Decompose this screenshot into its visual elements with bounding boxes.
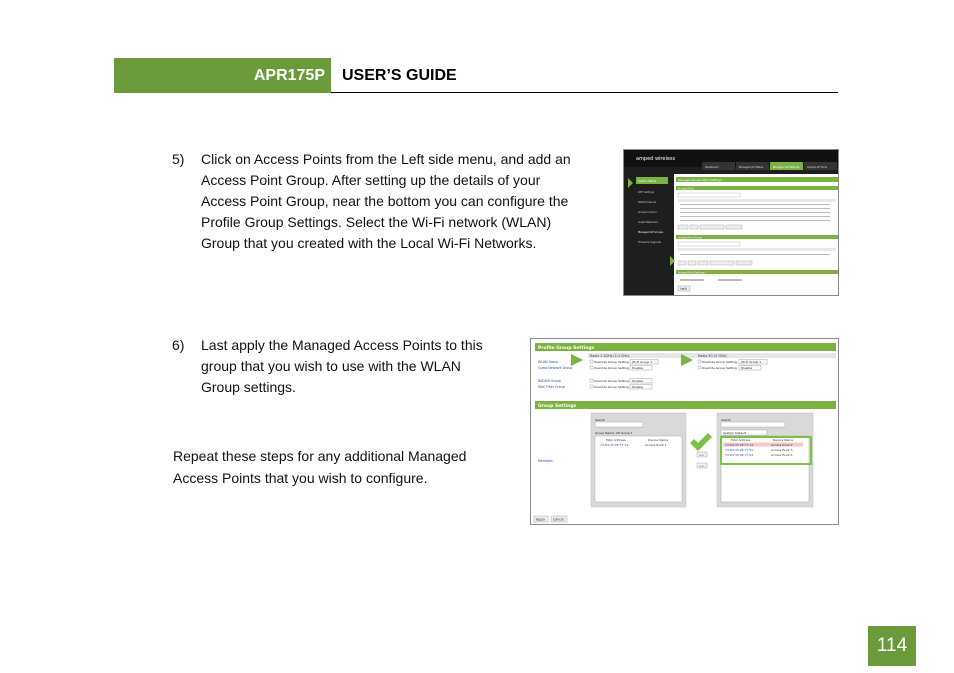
override-label: Override Group Setting [702,360,737,364]
band2-label: Radio 5G (5 GHz) [698,354,727,358]
tab-ap-status[interactable]: Managed AP Status [739,166,764,169]
cancel-button[interactable]: Cancel [553,517,564,522]
right-row-mac[interactable]: 74:D4:35:0E:77:61 [725,453,754,457]
step6-line: Group settings. [201,379,296,395]
right-col-mac: MAC Address [731,438,751,442]
step5-text [201,149,601,254]
screenshot-group-settings [530,338,839,525]
remove-button[interactable]: >> [699,464,705,468]
menu-access-control[interactable]: Access Control [638,211,657,214]
step5-line: Access Point Group. After setting up the details of your [201,172,541,188]
step6-number: 6) [172,337,185,353]
menu-managed-ap[interactable]: Managed AP Groups [638,231,664,234]
right-row-mac[interactable]: 74:D4:35:0E:77:29 [725,443,754,447]
left-search-label: Search [595,418,606,422]
override-label: Override Group Setting [594,360,629,364]
tab-ap-tools[interactable]: Amped AP Tools [807,166,827,169]
repeat-line: Repeat these steps for any additional Managed [173,448,467,464]
screenshot-access-points [623,149,839,296]
step5-number: 5) [172,151,185,167]
members-label: Members [538,459,553,463]
right-row-mac[interactable]: 74:D4:35:0E:77:50 [725,448,754,452]
band1-wlan-select[interactable]: Wi-Fi Group 1 [632,360,653,364]
right-search-input[interactable] [721,422,785,427]
override-label: Override Group Setting [594,366,629,370]
header-model: APR175P [253,67,325,84]
step5-line: Profile Group Settings. Select the Wi-Fi network (WLAN) [201,214,552,230]
right-group-select[interactable]: System Default [723,431,747,435]
left-row-device[interactable]: Access Point 1 [645,443,667,447]
group-header: Group Settings [538,404,577,409]
right-row-device[interactable]: Access Point 4 [771,453,793,457]
band1-radius-select[interactable]: Disable [632,379,644,383]
section-managed-ap: Managed Access Point Settings [678,178,722,182]
menu-wifi-settings[interactable]: WiFi Settings [638,191,655,194]
repeat-line: Access Points that you wish to configure. [173,470,428,486]
label-radius-group: RADIUS Group [538,379,561,383]
band1-label: Radio 2.4GHz (2.4 GHz) [590,354,629,358]
section-ap-group: Access Point Group [678,236,702,240]
label-wlan-group: WLAN Group [538,360,559,364]
section-ap-settings: Access Point Settings [678,271,705,275]
step6-text [201,335,511,398]
menu-guest[interactable]: Guest Networks [638,221,658,224]
right-row-device[interactable]: Access Point 3 [771,448,793,452]
section-access-point: Access Point [678,187,694,191]
left-group-label: Group Name: AP Group 1 [595,431,633,435]
override-label: Override Group Setting [702,366,737,370]
header-divider [331,92,838,93]
repeat-text [173,445,513,489]
profile-header: Profile Group Settings [538,346,595,351]
step5-line: Click on Access Points from the Left side menu, and add an [201,151,571,167]
right-row-device[interactable]: Access Point 2 [771,443,793,447]
label-guest-group: Guest Network Group [538,366,573,370]
step5-line: Access Point Group, near the bottom you can configure the [201,193,569,209]
override-label: Override Group Setting [594,379,629,383]
label-mac-group: MAC Filter Group [538,385,565,389]
menu-radius[interactable]: RADIUS Server [638,201,657,204]
page-number: 114 [868,626,916,666]
add-button[interactable]: << [699,453,705,457]
right-search-label: Search [721,418,732,422]
step6-line: group that you wish to use with the WLAN [201,358,461,374]
screenshot-group-settings-svg [531,339,839,525]
left-search-input[interactable] [595,422,643,427]
band2-wlan-select[interactable]: Wi-Fi Group 1 [741,360,762,364]
step5-line: Group that you created with the Local Wi-Fi Networks. [201,235,537,251]
tab-dashboard[interactable]: Dashboard [705,166,719,169]
left-col-mac: MAC Address [606,438,626,442]
shot1-apply-button[interactable]: Apply [680,287,688,291]
apply-button[interactable]: Apply [536,517,545,522]
brand-text: amped wireless [636,156,676,162]
menu-system-status[interactable]: System Status [638,180,657,183]
step6-line: Last apply the Managed Access Points to this [201,337,483,353]
screenshot-access-points-svg [624,150,839,296]
tab-ap-settings[interactable]: Managed AP Settings [773,166,800,169]
right-col-device: Device Name [773,438,794,442]
menu-firmware[interactable]: Firmware Upgrade [638,241,661,244]
left-row-mac[interactable]: 74:D4:35:0E:77:19 [600,443,629,447]
left-col-device: Device Name [648,438,669,442]
band1-guest-select[interactable]: Disable [632,366,644,370]
header-title: USER’S GUIDE [342,67,457,84]
override-label: Override Group Setting [594,385,629,389]
band1-mac-select[interactable]: Disable [632,385,644,389]
band2-guest-select[interactable]: Disable [741,366,753,370]
